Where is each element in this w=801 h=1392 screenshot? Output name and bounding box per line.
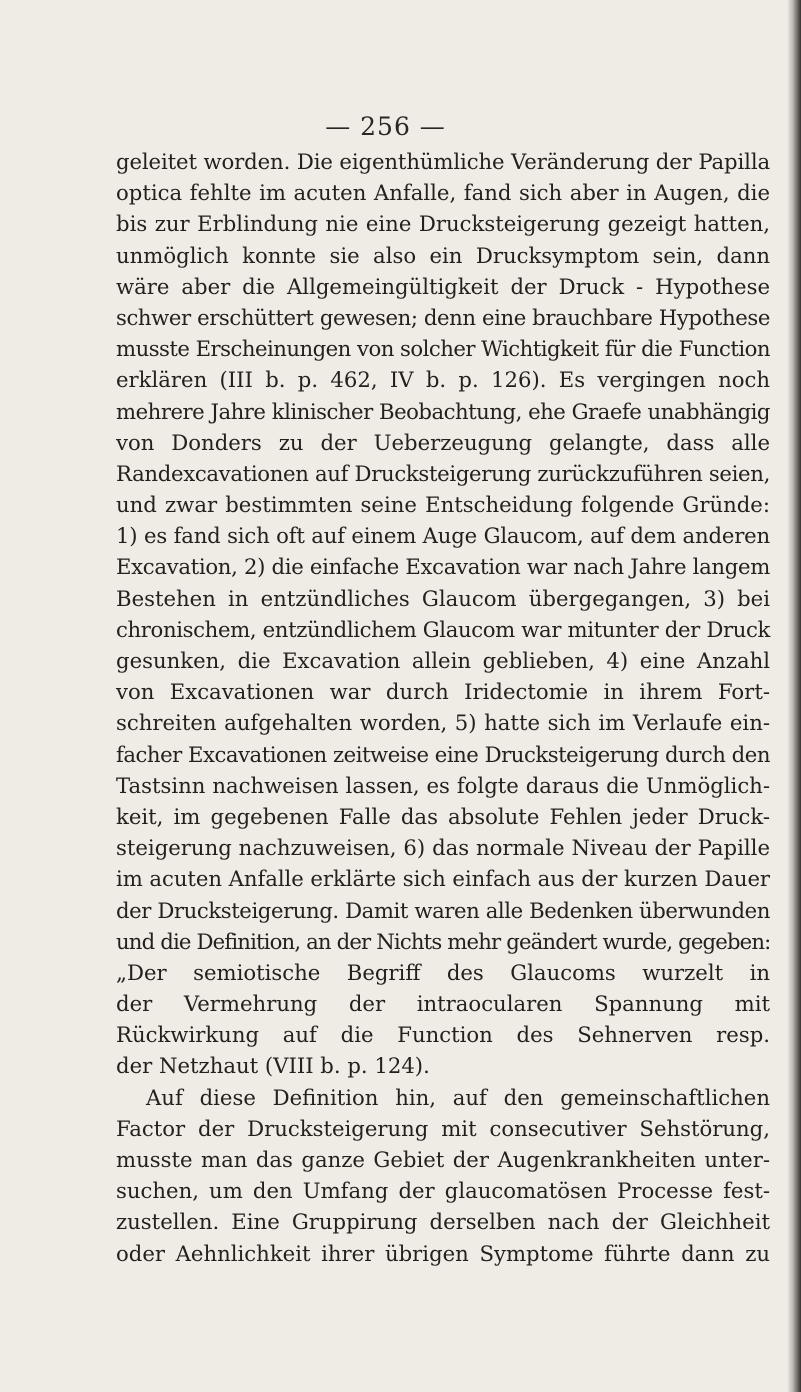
text-line: Excavation, 2) die einfache Excavation war nach Jahre langem [116, 554, 770, 580]
text-line: Bestehen in entzündliches Glaucom übergegangen, 3) bei [116, 585, 770, 611]
text-line: wäre aber die Allgemeingültigkeit der Druck - Hypothese [116, 273, 770, 299]
text-line: suchen, um den Umfang der glaucomatösen Processe fest- [116, 1178, 770, 1204]
text-line: unmöglich konnte sie also ein Drucksymptom sein, dann [116, 242, 770, 268]
text-line: schreiten aufgehalten worden, 5) hatte sich im Verlaufe ein- [116, 710, 770, 736]
text-line: der Netzhaut (VIII b. p. 124). [116, 1053, 430, 1079]
text-line: keit, im gegebenen Falle das absolute Fehlen jeder Druck- [116, 803, 770, 829]
text-line: erklären (III b. p. 462, IV b. p. 126). Es vergingen noch [116, 367, 770, 393]
text-line: Factor der Drucksteigerung mit consecutiver Sehstörung, [116, 1115, 770, 1141]
text-line: bis zur Erblindung nie eine Drucksteigerung gezeigt hatten, [116, 211, 770, 237]
text-line: zustellen. Eine Gruppirung derselben nach der Gleichheit [116, 1209, 770, 1235]
text-line: „Der semiotische Begriff des Glaucoms wurzelt in [116, 959, 770, 985]
text-line: Randexcavationen auf Drucksteigerung zurückzuführen seien, [116, 460, 770, 486]
text-line: oder Aehnlichkeit ihrer übrigen Symptome führte dann zu [116, 1240, 770, 1266]
text-line: musste man das ganze Gebiet der Augenkrankheiten unter- [116, 1147, 770, 1172]
body-text [116, 146, 770, 1269]
text-line: Tastsinn nachweisen lassen, es folgte daraus die Unmöglich- [116, 772, 770, 798]
text-line: Rückwirkung auf die Function des Sehnerven resp. [116, 1022, 770, 1048]
text-line: der Vermehrung der intraocularen Spannung mit [116, 991, 770, 1017]
text-line: mehrere Jahre klinischer Beobachtung, ehe Graefe unabhängig [116, 398, 770, 424]
text-line: im acuten Anfalle erklärte sich einfach aus der kurzen Dauer [116, 866, 770, 892]
text-line: musste Erscheinungen von solcher Wichtigkeit für die Function [116, 336, 770, 362]
text-line: steigerung nachzuweisen, 6) das normale Niveau der Papille [116, 835, 770, 861]
text-line: optica fehlte im acuten Anfalle, fand sich aber in Augen, die [116, 180, 770, 206]
text-line: schwer erschüttert gewesen; denn eine brauchbare Hypothese [116, 304, 770, 330]
text-line: 1) es fand sich oft auf einem Auge Glaucom, auf dem anderen [116, 523, 770, 549]
text-line: gesunken, die Excavation allein geblieben, 4) eine Anzahl [116, 648, 770, 673]
text-line: der Drucksteigerung. Damit waren alle Bedenken überwunden [116, 897, 770, 923]
text-line: und zwar bestimmten seine Entscheidung folgende Gründe: [116, 492, 770, 518]
text-line: und die Definition, an der Nichts mehr geändert wurde, gegeben: [116, 928, 771, 954]
page-edge-shadow [787, 0, 801, 1392]
text-line: von Excavationen war durch Iridectomie in ihrem Fort- [116, 679, 770, 705]
page-number: — 256 — [325, 112, 446, 141]
text-line: geleitet worden. Die eigenthümliche Veränderung der Papilla [116, 149, 770, 174]
text-line: von Donders zu der Ueberzeugung gelangte, dass alle [116, 429, 770, 455]
text-line: chronischem, entzündlichem Glaucom war mitunter der Druck [116, 616, 770, 642]
text-line: facher Excavationen zeitweise eine Drucksteigerung durch den [116, 741, 770, 767]
text-line: Auf diese Definition hin, auf den gemeinschaftlichen [146, 1084, 770, 1110]
